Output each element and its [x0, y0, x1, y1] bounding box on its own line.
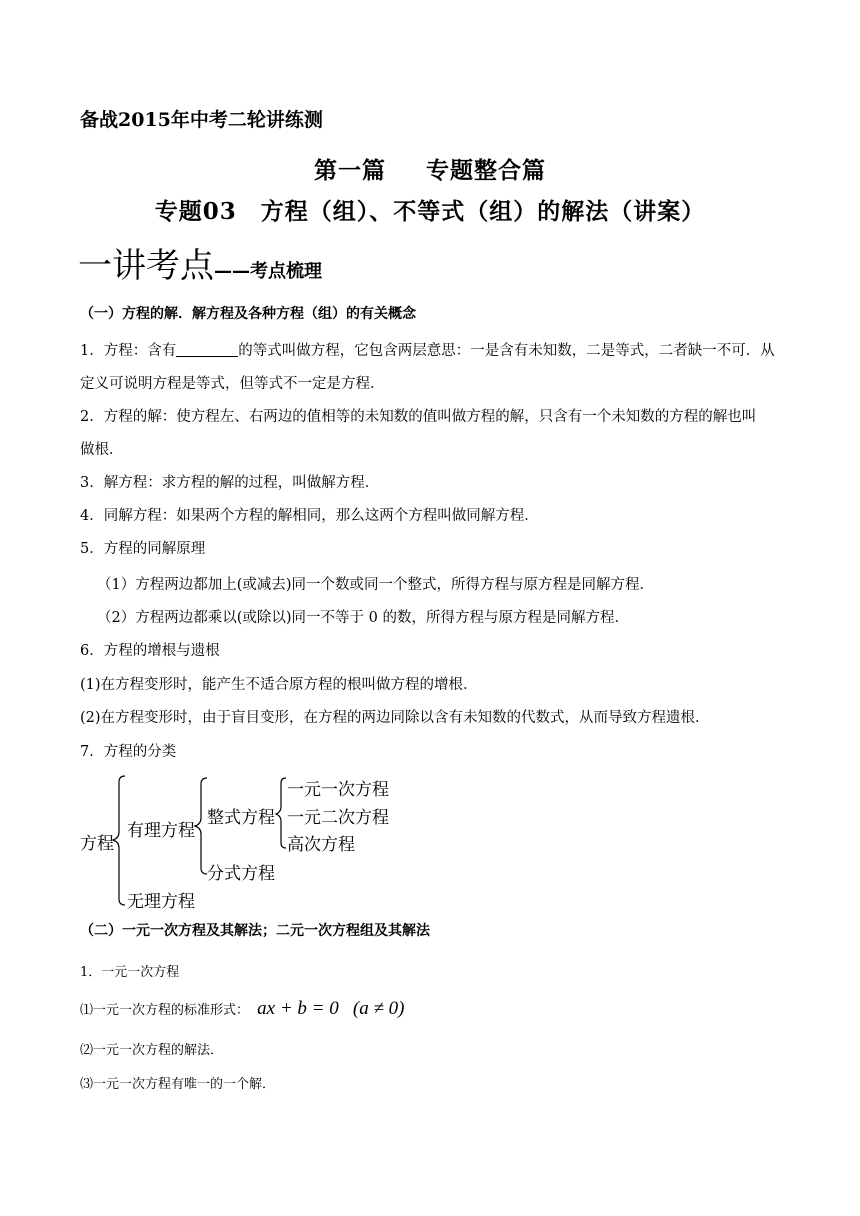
brace-rational [195, 778, 207, 874]
s1-item6-1: (1)在方程变形时，能产生不适合原方程的根叫做方程的增根． [80, 677, 478, 693]
part-number: 第一篇 [314, 157, 386, 184]
tree-higher: 高次方程 [287, 835, 355, 855]
s1-item4: 4．同解方程：如果两个方程的解相同，那么这两个方程叫做同解方程． [80, 508, 539, 524]
s2-item1-3: ⑶一元一次方程有唯一的一个解． [80, 1077, 276, 1092]
lecture-heading-sub: ——考点梳理 [214, 261, 322, 282]
topic-number: 专题03 [154, 198, 237, 225]
tree-fractional: 分式方程 [207, 864, 275, 884]
s2-item1-1 [80, 998, 404, 1020]
s1-item7: 7．方程的分类 [80, 744, 177, 760]
s2-item1-2: ⑵一元一次方程的解法． [80, 1043, 224, 1058]
s2-item1: 1．一元一次方程 [80, 965, 180, 980]
s1-item6: 6．方程的增根与遗根 [80, 643, 220, 659]
s1-item3: 3．解方程：求方程的解的过程，叫做解方程． [80, 475, 380, 491]
s1-item5-1: （1）方程两边都加上(或减去)同一个数或同一个整式，所得方程与原方程是同解方程． [97, 577, 655, 593]
topic-name: 方程（组）、不等式（组）的解法（讲案） [260, 198, 706, 225]
tree-integral: 整式方程 [207, 808, 275, 828]
series-title: 备战2015年中考二轮讲练测 [80, 109, 323, 131]
tree-irrational: 无理方程 [127, 892, 195, 912]
formula-condition: (a ≠ 0) [352, 998, 405, 1019]
tree-quadratic1: 一元二次方程 [287, 808, 389, 828]
lecture-heading-main: 一讲考点 [78, 246, 214, 286]
brace-root [113, 776, 125, 905]
section-2-title: （二）一元一次方程及其解法；二元一次方程组及其解法 [80, 923, 430, 939]
s1-item1-suffix: 的等式叫做方程，它包含两层意思：一是含有未知数，二是等式，二者缺一不可．从 [238, 343, 775, 359]
tree-linear1: 一元一次方程 [287, 780, 389, 800]
s1-item1-prefix: 1．方程：含有 [80, 343, 177, 359]
s1-item5-2: （2）方程两边都乘以(或除以)同一不等于 0 的数，所得方程与原方程是同解方程． [97, 610, 629, 626]
tree-root: 方程 [80, 834, 114, 854]
s1-item6-2: (2)在方程变形时，由于盲目变形，在方程的两边同除以含有未知数的代数式，从而导致方程遗根． [80, 710, 710, 726]
section-1-title: （一）方程的解．解方程及各种方程（组）的有关概念 [80, 306, 416, 322]
s1-item2-line2: 做根． [80, 442, 124, 458]
part-name: 专题整合篇 [426, 157, 546, 184]
tree-rational: 有理方程 [127, 821, 195, 841]
brace-integral [276, 778, 286, 848]
s2-item1-1-prefix: ⑴一元一次方程的标准形式： [80, 1003, 250, 1018]
s1-item1-line2: 定义可说明方程是等式，但等式不一定是方程． [80, 376, 385, 392]
s1-item5: 5．方程的同解原理 [80, 541, 206, 557]
formula-linear: ax + b = 0 [257, 998, 339, 1019]
s1-item2-line1: 2．方程的解：使方程左、右两边的值相等的未知数的值叫做方程的解，只含有一个未知数的方程的解也叫 [80, 409, 757, 425]
